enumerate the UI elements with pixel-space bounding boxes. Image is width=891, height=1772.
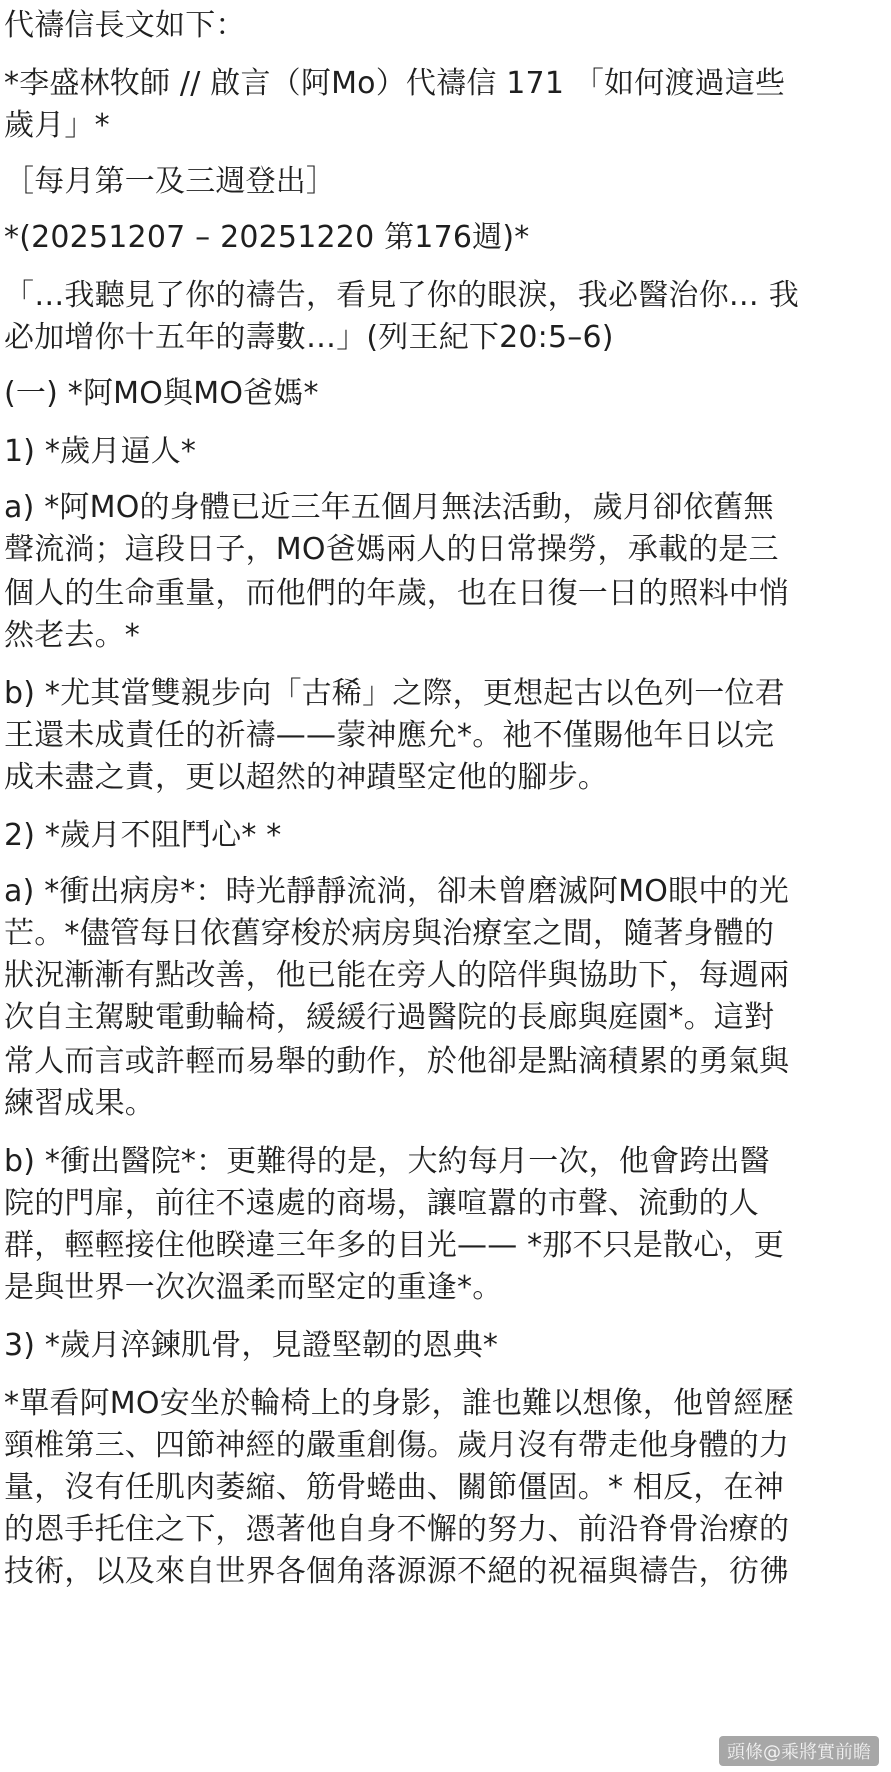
text-line: *單看阿MO安坐於輪椅上的身影，誰也難以想像，他曾經歷: [4, 1386, 794, 1421]
watermark: 頭條@乘將實前瞻: [719, 1736, 879, 1766]
text-line: 1) *歲月逼人*: [4, 434, 197, 469]
text-line: 芒。*儘管每日依舊穿梭於病房與治療室之間，隨著身體的: [4, 916, 775, 951]
text-line: 聲流淌；這段日子，MO爸媽兩人的日常操勞，承載的是三: [4, 532, 779, 567]
text-line: 個人的生命重量，而他們的年歲，也在日復一日的照料中悄: [4, 576, 790, 611]
text-line: ［每月第一及三週登出］: [4, 164, 337, 199]
text-line: 技術，以及來自世界各個角落源源不絕的祝福與禱告，彷彿: [4, 1554, 790, 1589]
text-line: 是與世界一次次溫柔而堅定的重逢*。: [4, 1270, 503, 1305]
text-line: 練習成果。: [4, 1086, 155, 1121]
text-line: 常人而言或許輕而易舉的動作，於他卻是點滴積累的勇氣與: [4, 1044, 790, 1079]
text-line: 頸椎第三、四節神經的嚴重創傷。歲月沒有帶走他身體的力: [4, 1428, 790, 1463]
text-line: b) *衝出醫院*：更難得的是，大約每月一次，他會跨出醫: [4, 1144, 770, 1179]
text-line: a) *衝出病房*：時光靜靜流淌，卻未曾磨滅阿MO眼中的光: [4, 874, 789, 909]
text-line: 歲月」*: [4, 108, 110, 143]
text-line: 量，沒有任肌肉萎縮、筋骨蜷曲、關節僵固。* 相反，在神: [4, 1470, 784, 1505]
text-line: 院的門扉，前往不遠處的商場，讓喧囂的市聲、流動的人: [4, 1186, 759, 1221]
text-line: 代禱信長文如下：: [4, 8, 246, 43]
text-line: 成未盡之責，更以超然的神蹟堅定他的腳步。: [4, 760, 608, 795]
text-line: 群，輕輕接住他睽違三年多的目光—— *那不只是散心，更: [4, 1228, 784, 1263]
text-line: b) *尤其當雙親步向「古稀」之際，更想起古以色列一位君: [4, 676, 785, 711]
text-line: *(20251207 – 20251220 第176週)*: [4, 220, 530, 255]
text-line: 的恩手托住之下，憑著他自身不懈的努力、前沿脊骨治療的: [4, 1512, 790, 1547]
text-line: 必加增你十五年的壽數…」(列王紀下20:5–6): [4, 320, 614, 355]
text-line: 王還未成責任的祈禱——蒙神應允*。祂不僅賜他年日以完: [4, 718, 775, 753]
text-line: 2) *歲月不阻鬥心* *: [4, 818, 282, 853]
text-line: 3) *歲月淬鍊肌骨，見證堅韌的恩典*: [4, 1328, 499, 1363]
text-line: *李盛林牧師 // 啟言（阿Mo）代禱信 171 「如何渡過這些: [4, 66, 786, 101]
text-line: a) *阿MO的身體已近三年五個月無法活動，歲月卻依舊無: [4, 490, 774, 525]
text-line: (一) *阿MO與MO爸媽*: [4, 376, 319, 411]
text-line: 然老去。*: [4, 618, 140, 653]
text-line: 狀況漸漸有點改善，他已能在旁人的陪伴與協助下，每週兩: [4, 958, 790, 993]
text-line: 「…我聽見了你的禱告，看見了你的眼淚，我必醫治你… 我: [4, 278, 799, 313]
text-line: 次自主駕駛電動輪椅，緩緩行過醫院的長廊與庭園*。這對: [4, 1000, 775, 1035]
